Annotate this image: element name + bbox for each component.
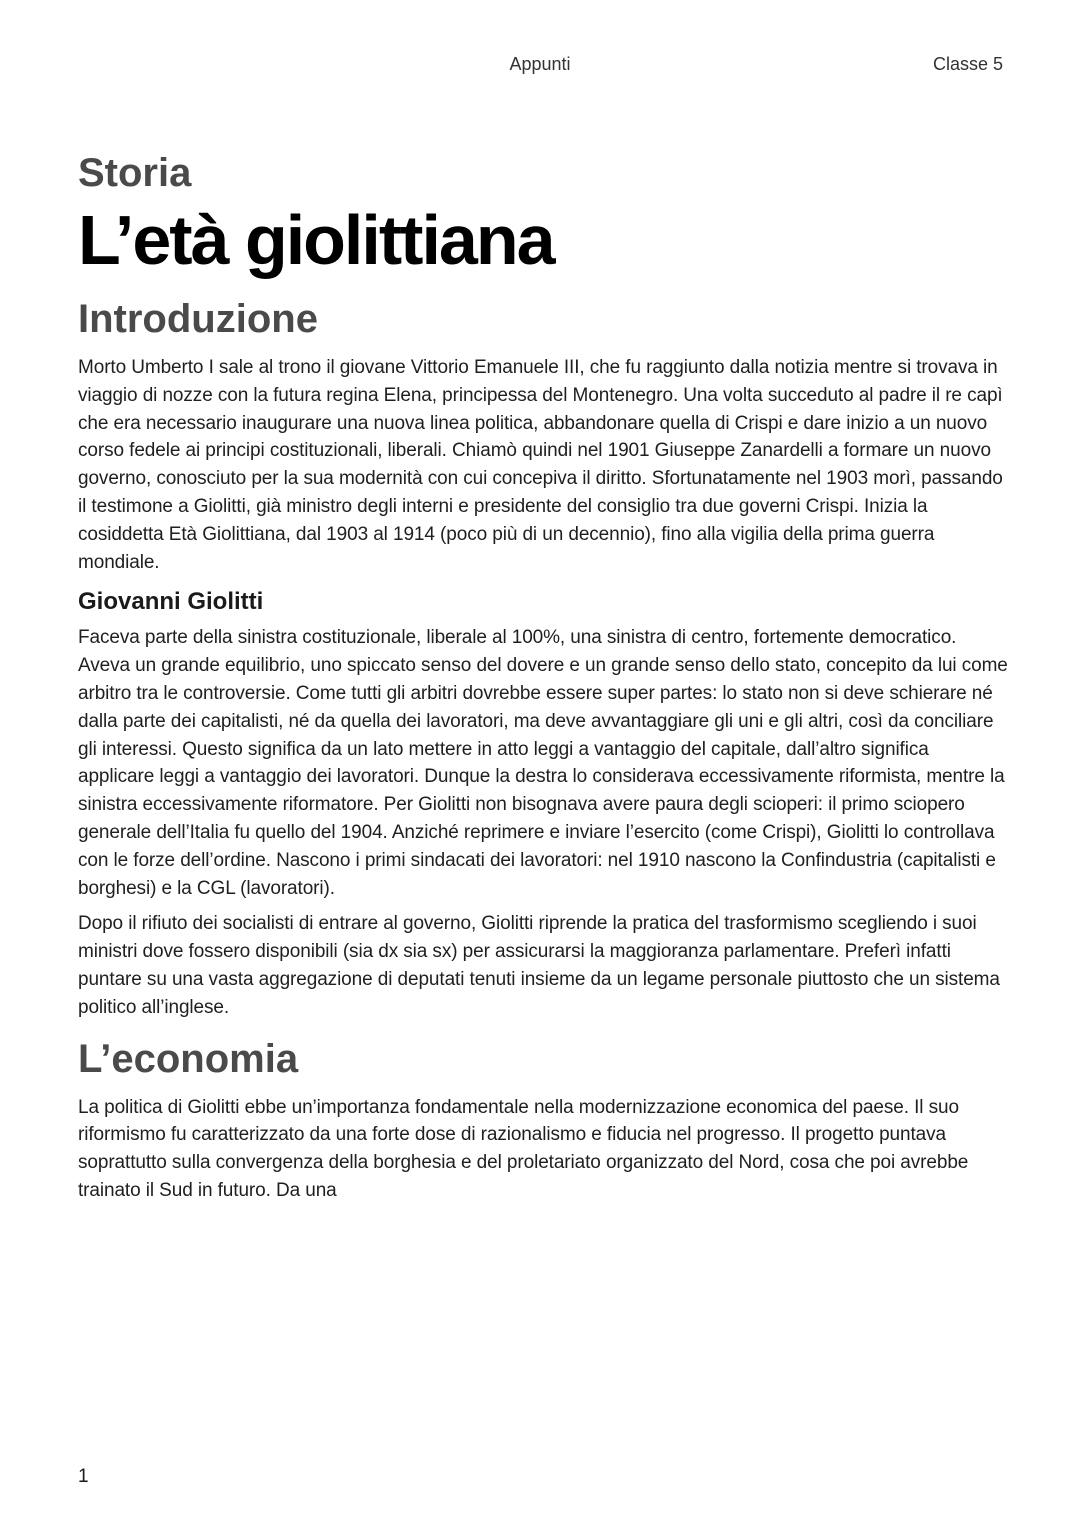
paragraph-introduzione: Morto Umberto I sale al trono il giovane Vittorio Emanuele III, che fu raggiunto dalla notizia mentre si trovava in viaggio di nozze con la futura regina Elena, principessa del Montenegro. Una volta succeduto al padre il re capì che era necessario inaugurare una nuova linea politica, abbandonare quella di Crispi e dare inizio a un nuovo corso fedele ai principi costituzionali, liberali. Chiamò quindi nel 1901 Giuseppe Zanardelli a formare un nuovo governo, conosciuto per la sua modernità con cui concepiva il diritto. Sfortunatamente nel 1903 morì, passando il testimone a Giolitti, già ministro degli interni e presidente del consiglio tra due governi Crispi. Inizia la cosiddetta Età Giolittiana, dal 1903 al 1914 (poco più di un decennio), fino alla vigilia della prima guerra mondiale.: [78, 357, 1003, 573]
section-heading-introduzione: Introduzione: [78, 297, 318, 341]
page-number: 1: [78, 1466, 89, 1487]
paragraph-giolitti-1: Faceva parte della sinistra costituzionale, liberale al 100%, una sinistra di centro, fortemente democratico. Aveva un grande equilibrio, uno spiccato senso del dovere e un grande senso dello stato, concepito da lui come arbitro tra le controversie. Come tutti gli arbitri dovrebbe essere super partes: lo stato non si deve schierare né dalla parte dei capitalisti, né da quella dei lavoratori, ma deve avvantaggiare gli uni e gli altri, così da conciliare gli interessi. Questo significa da un lato mettere in atto leggi a vantaggio del capitale, dall’altro significa applicare leggi a vantaggio dei lavoratori. Dunque la destra lo considerava eccessivamente riformista, mentre la sinistra eccessivamente riformatore. Per Giolitti non bisognava avere paura degli scioperi: il primo sciopero generale dell’Italia fu quello del 1904. Anziché reprimere e inviare l’esercito (come Crispi), Giolitti lo controllava con le forze dell’ordine. Nascono i primi sindacati dei lavoratori: nel 1910 nascono la Confindustria (capitalisti e borghesi) e la CGL (lavoratori).: [78, 627, 1008, 899]
paragraph-giolitti-2: Dopo il rifiuto dei socialisti di entrare al governo, Giolitti riprende la pratica del trasformismo scegliendo i suoi ministri dove fossero disponibili (sia dx sia sx) per assicurarsi la maggioranza parlamentare. Preferì infatti puntare su una vasta aggregazione di deputati tenuti insieme da un legame personale piuttosto che un sistema politico all’inglese.: [78, 913, 1000, 1018]
paragraph-economia: La politica di Giolitti ebbe un’importanza fondamentale nella modernizzazione economica del paese. Il suo riformismo fu caratterizzato da una forte dose di razionalismo e fiducia nel progresso. Il progetto puntava soprattutto sulla convergenza della borghesia e del proletariato organizzato del Nord, cosa che poi avrebbe trainato il Sud in futuro. Da una: [78, 1096, 969, 1201]
subject-heading: Storia: [78, 151, 192, 195]
header-right-label: Classe 5: [932, 54, 1003, 74]
section-heading-economia: L’economia: [78, 1036, 299, 1081]
subsection-heading-giolitti: Giovanni Giolitti: [78, 588, 264, 616]
document-body: [78, 146, 1008, 1213]
header-center-label: Appunti: [509, 54, 571, 74]
page-title: L’età giolittiana: [78, 201, 554, 279]
